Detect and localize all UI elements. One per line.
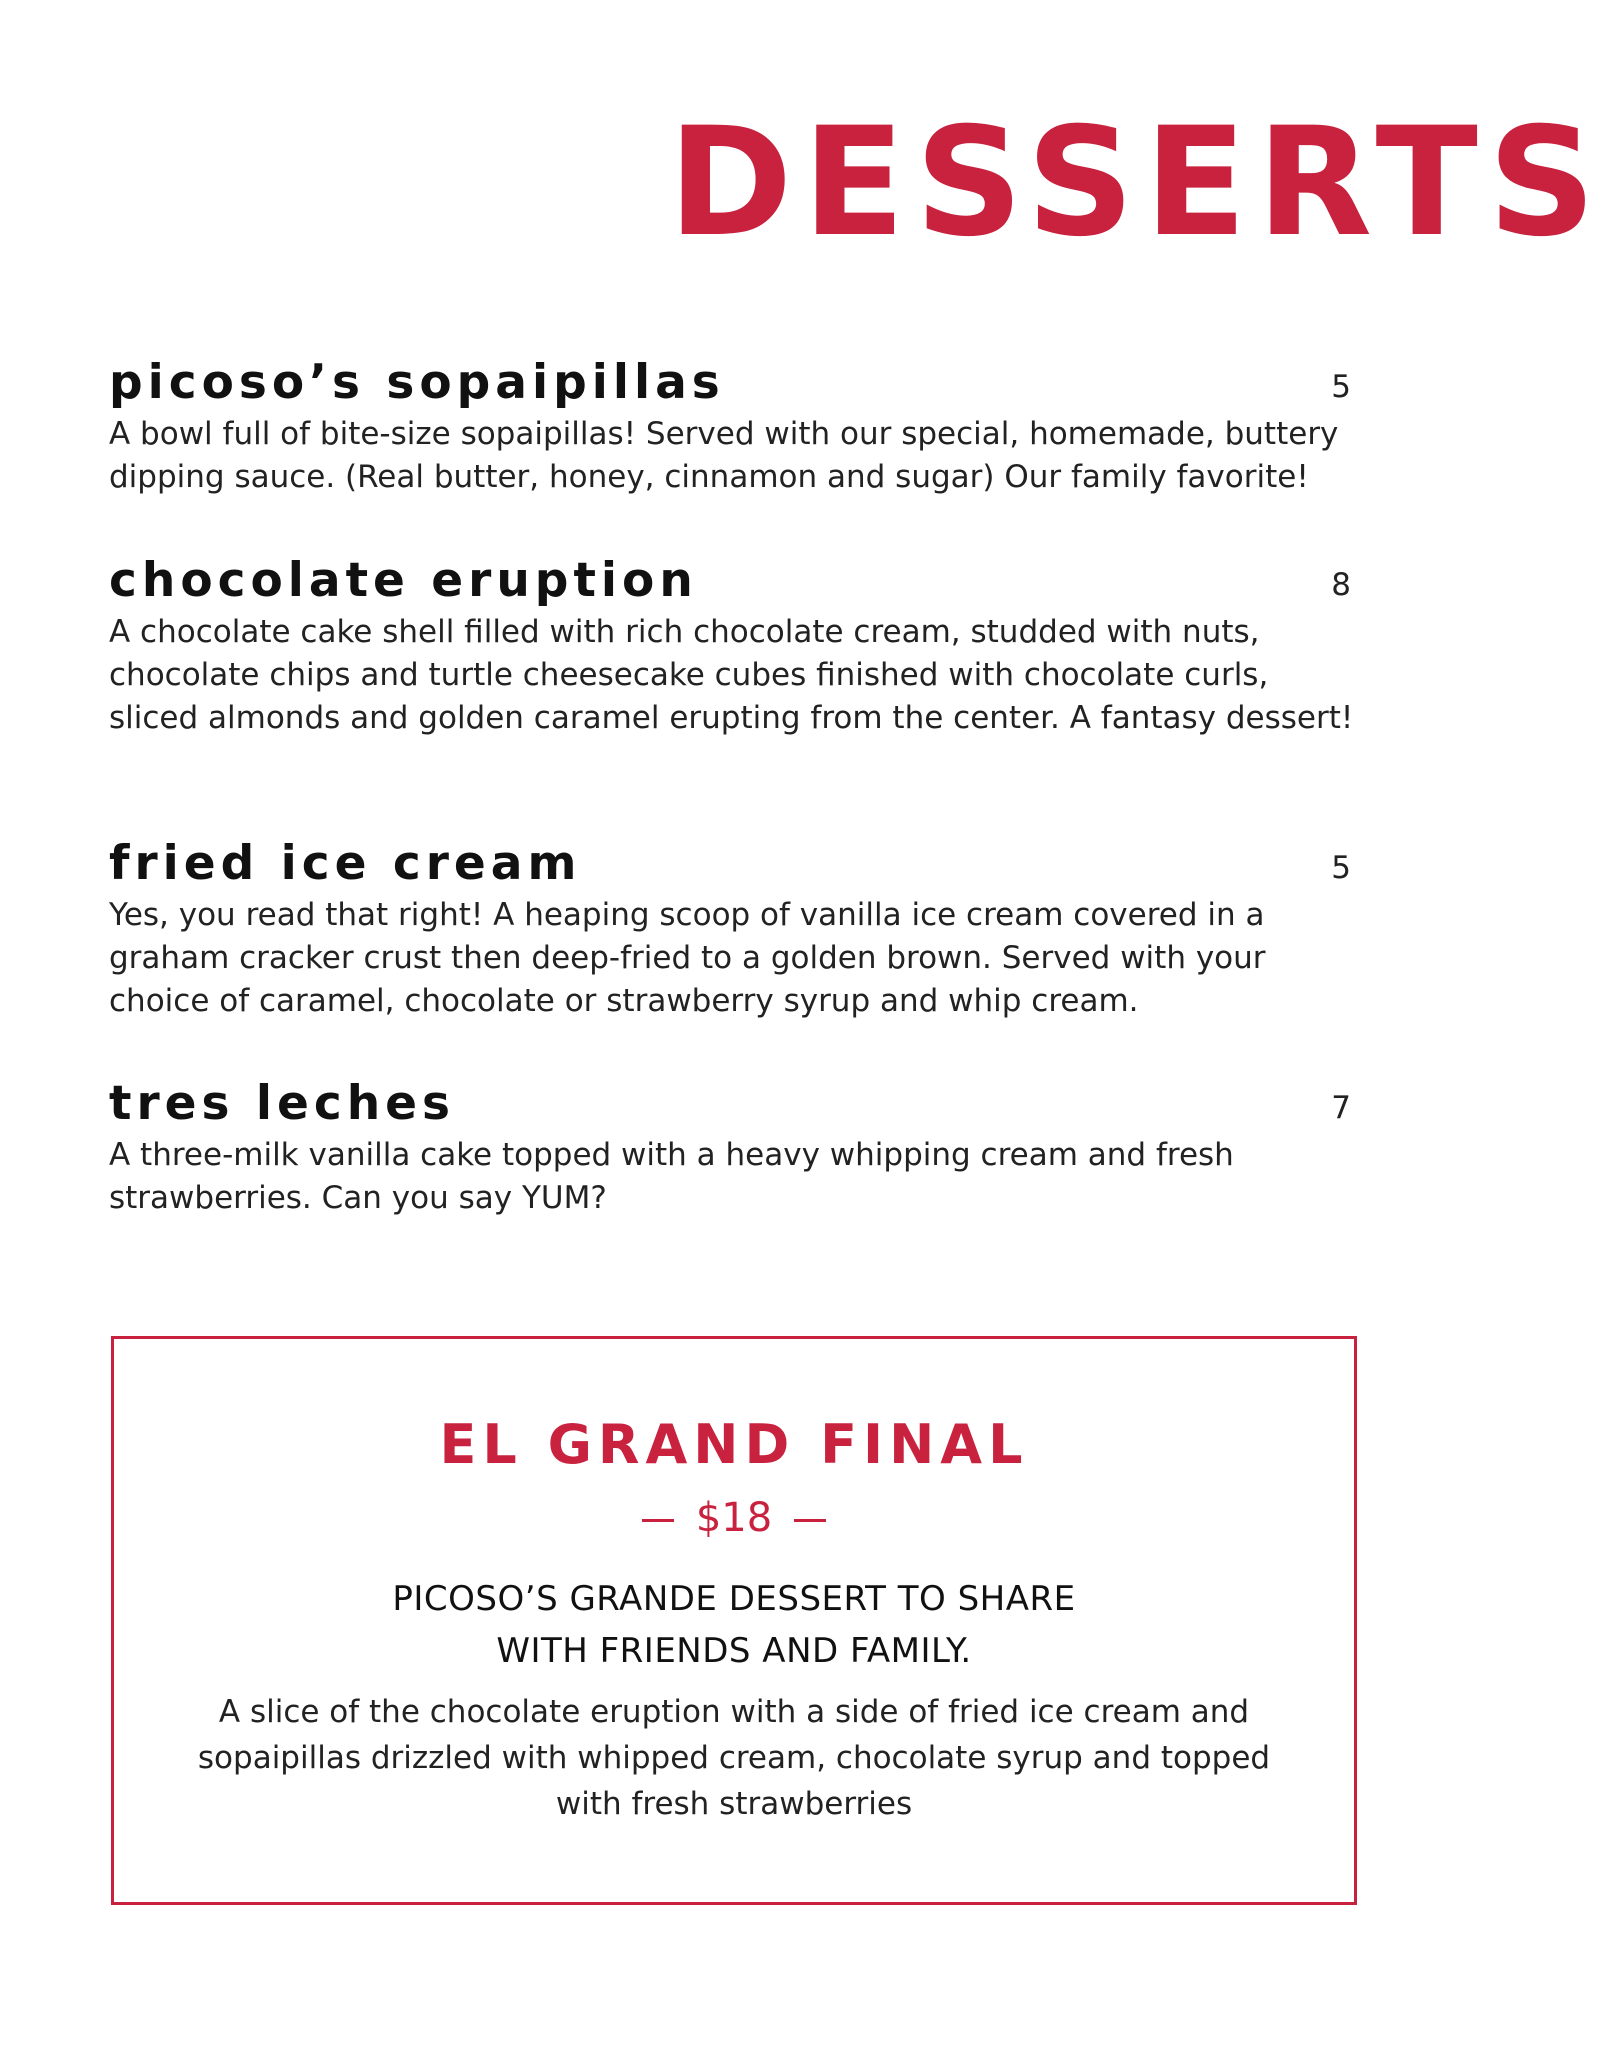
grand-final-feature-box [111,1336,1357,1905]
item-name: picoso’s sopaipillas [109,355,725,410]
feature-subtitle-line-1: PICOSO’S GRANDE DESSERT TO SHARE [392,1579,1076,1619]
item-price: 7 [1331,1090,1351,1126]
item-name: chocolate eruption [109,553,698,608]
feature-price: $18 [695,1495,773,1541]
item-description: Yes, you read that right! A heaping scoop of vanilla ice cream covered in a graham cracker crust then deep-fried to a golden brown. Served with your choice of caramel, chocolate or strawberry syrup and whip cream. [109,897,1266,1019]
dash-right-divider [794,1519,826,1522]
page-title: DESSERTS [668,96,1606,270]
feature-subtitle [114,1573,1354,1677]
feature-description: A slice of the chocolate eruption with a side of fried ice cream and sopaipillas drizzled with whipped cream, chocolate syrup and topped with fresh strawberries [197,1694,1271,1822]
feature-title: EL GRAND FINAL [439,1413,1029,1476]
item-price: 8 [1331,567,1351,603]
item-description: A bowl full of bite-size sopaipillas! Served with our special, homemade, buttery dipping sauce. (Real butter, honey, cinnamon and sugar) Our family favorite! [109,416,1339,495]
item-name: tres leches [109,1076,456,1131]
item-price: 5 [1331,369,1351,405]
item-description: A chocolate cake shell filled with rich chocolate cream, studded with nuts, chocolate chips and turtle cheesecake cubes finished with chocolate curls, sliced almonds and golden caramel erupting from the center. A fantasy dessert! [109,614,1354,736]
item-price: 5 [1331,850,1351,886]
feature-subtitle-line-2: WITH FRIENDS AND FAMILY. [496,1631,972,1671]
feature-price-row [114,1494,1354,1542]
dash-left-divider [642,1519,674,1522]
item-name: fried ice cream [109,836,582,891]
item-description: A three-milk vanilla cake topped with a heavy whipping cream and fresh strawberries. Can you say YUM? [109,1137,1234,1216]
